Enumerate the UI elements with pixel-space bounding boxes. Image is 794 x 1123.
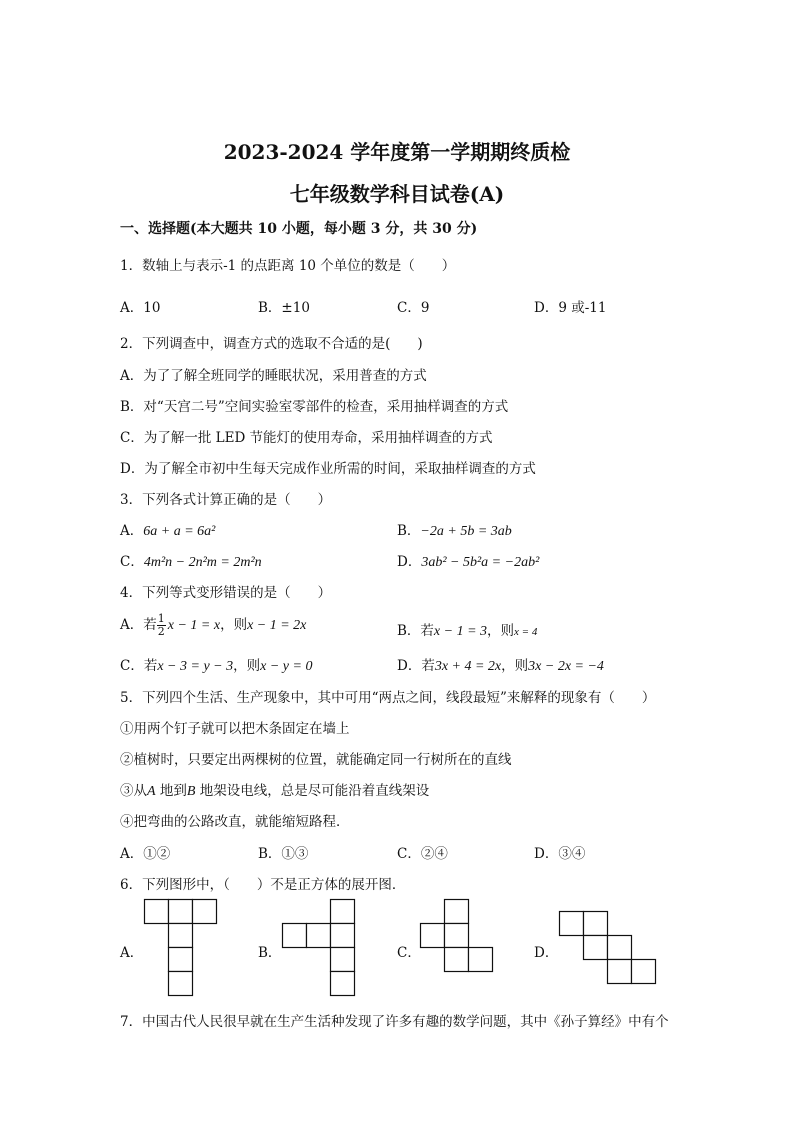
cube-net-c <box>420 899 494 973</box>
math-expression: x − 1 = 2x <box>247 618 307 633</box>
item-text: ③从 <box>120 783 147 799</box>
math-expression: 6a + a = 6a² <box>143 524 216 539</box>
q5-option-b: B．①③ <box>258 846 309 862</box>
q3-option-c <box>120 550 262 571</box>
option-label: A． <box>120 523 144 539</box>
q7-stem: 7．中国古代人民很早就在生产生活种发现了许多有趣的数学问题，其中《孙子算经》中有个 <box>120 1014 669 1030</box>
q4-option-a <box>120 613 306 638</box>
then-word: ，则 <box>487 623 515 639</box>
q1-option-c: C．9 <box>397 300 430 316</box>
math-expression: −2a + 5b = 3ab <box>420 524 512 539</box>
then-word: ，则 <box>220 617 248 633</box>
cube-net-b <box>282 899 356 997</box>
q5-option-c: C．②④ <box>397 846 448 862</box>
q4-stem: 4．下列等式变形错误的是（ ） <box>120 585 332 601</box>
option-label: A．若 <box>120 617 157 633</box>
q5-item-4: ④把弯曲的公路改直，就能缩短路程． <box>120 814 350 830</box>
q6-label-b: B． <box>258 945 282 961</box>
q3-option-d <box>397 550 539 571</box>
q4-option-b <box>397 619 537 640</box>
q5-option-a: A．①② <box>120 846 171 862</box>
q6-label-d: D． <box>534 945 559 961</box>
q1-option-d: D．9 或-11 <box>534 300 607 316</box>
q2-stem: 2．下列调查中，调查方式的选取不合适的是( ) <box>120 336 423 352</box>
math-expression: 3x + 4 = 2x <box>434 659 502 674</box>
point-b-label: B <box>186 784 196 799</box>
math-expression: x − 1 = 3 <box>433 624 488 639</box>
q6-label-a: A． <box>120 945 144 961</box>
option-label: B．若 <box>397 623 434 639</box>
q2-option-d: D．为了解全市初中生每天完成作业所需的时间，采取抽样调查的方式 <box>120 461 536 477</box>
option-label: D．若 <box>397 658 435 674</box>
math-expression: 4m²n − 2n²m = 2m²n <box>143 555 262 570</box>
q1-stem: 1．数轴上与表示-1 的点距离 10 个单位的数是（ ） <box>120 258 456 274</box>
q4-option-d <box>397 654 604 675</box>
q4-option-c <box>120 654 312 675</box>
q6-stem: 6．下列图形中，（ ）不是正方体的展开图． <box>120 877 406 893</box>
math-expression: 3x − 2x = −4 <box>528 659 604 674</box>
q2-option-b: B．对“天宫二号”空间实验室零部件的检查，采用抽样调查的方式 <box>120 399 509 415</box>
math-expression: x = 4 <box>514 626 538 638</box>
q5-item-2: ②植树时，只要定出两棵树的位置，就能确定同一行树所在的直线 <box>120 752 512 768</box>
option-label: D． <box>397 554 422 570</box>
exam-title: 2023-2024 学年度第一学期期终质检 <box>223 140 571 164</box>
fraction-denominator: 2 <box>157 625 165 638</box>
q5-item-1: ①用两个钉子就可以把木条固定在墙上 <box>120 721 350 737</box>
then-word: ，则 <box>501 658 529 674</box>
section-heading: 一、选择题(本大题共 10 小题，每小题 3 分，共 30 分) <box>120 221 478 237</box>
cube-net-a <box>144 899 218 997</box>
math-expression: x − y = 0 <box>260 659 313 674</box>
exam-subtitle: 七年级数学科目试卷(A) <box>289 182 505 206</box>
math-expression: x − 3 = y − 3 <box>157 659 234 674</box>
q1-option-a: A．10 <box>120 300 161 316</box>
fraction-numerator: 1 <box>157 612 165 625</box>
q5-option-d: D．③④ <box>534 846 586 862</box>
option-label: C．若 <box>120 658 158 674</box>
q6-label-c: C． <box>397 945 421 961</box>
math-expression: 3ab² − 5b²a = −2ab² <box>421 555 540 570</box>
point-a-label: A <box>147 784 156 799</box>
q2-option-a: A．为了了解全班同学的睡眠状况，采用普查的方式 <box>120 368 427 384</box>
option-label: C． <box>120 554 144 570</box>
q3-stem: 3．下列各式计算正确的是（ ） <box>120 492 332 508</box>
option-label: B． <box>397 523 421 539</box>
q2-option-c: C．为了解一批 LED 节能灯的使用寿命，采用抽样调查的方式 <box>120 430 493 446</box>
then-word: ，则 <box>233 658 261 674</box>
math-expression: x − 1 = x <box>167 618 221 633</box>
q3-option-b <box>397 519 512 540</box>
cube-net-d <box>559 911 657 985</box>
q5-item-3 <box>120 779 429 800</box>
item-text: 地架设电线，总是尽可能沿着直线架设 <box>195 783 430 799</box>
q3-option-a <box>120 519 215 540</box>
q1-option-b: B．±10 <box>258 300 310 316</box>
item-text: 地到 <box>155 783 187 799</box>
fraction <box>157 613 166 638</box>
q5-stem: 5．下列四个生活、生产现象中，其中可用“两点之间，线段最短”来解释的现象有（ ） <box>120 690 656 706</box>
